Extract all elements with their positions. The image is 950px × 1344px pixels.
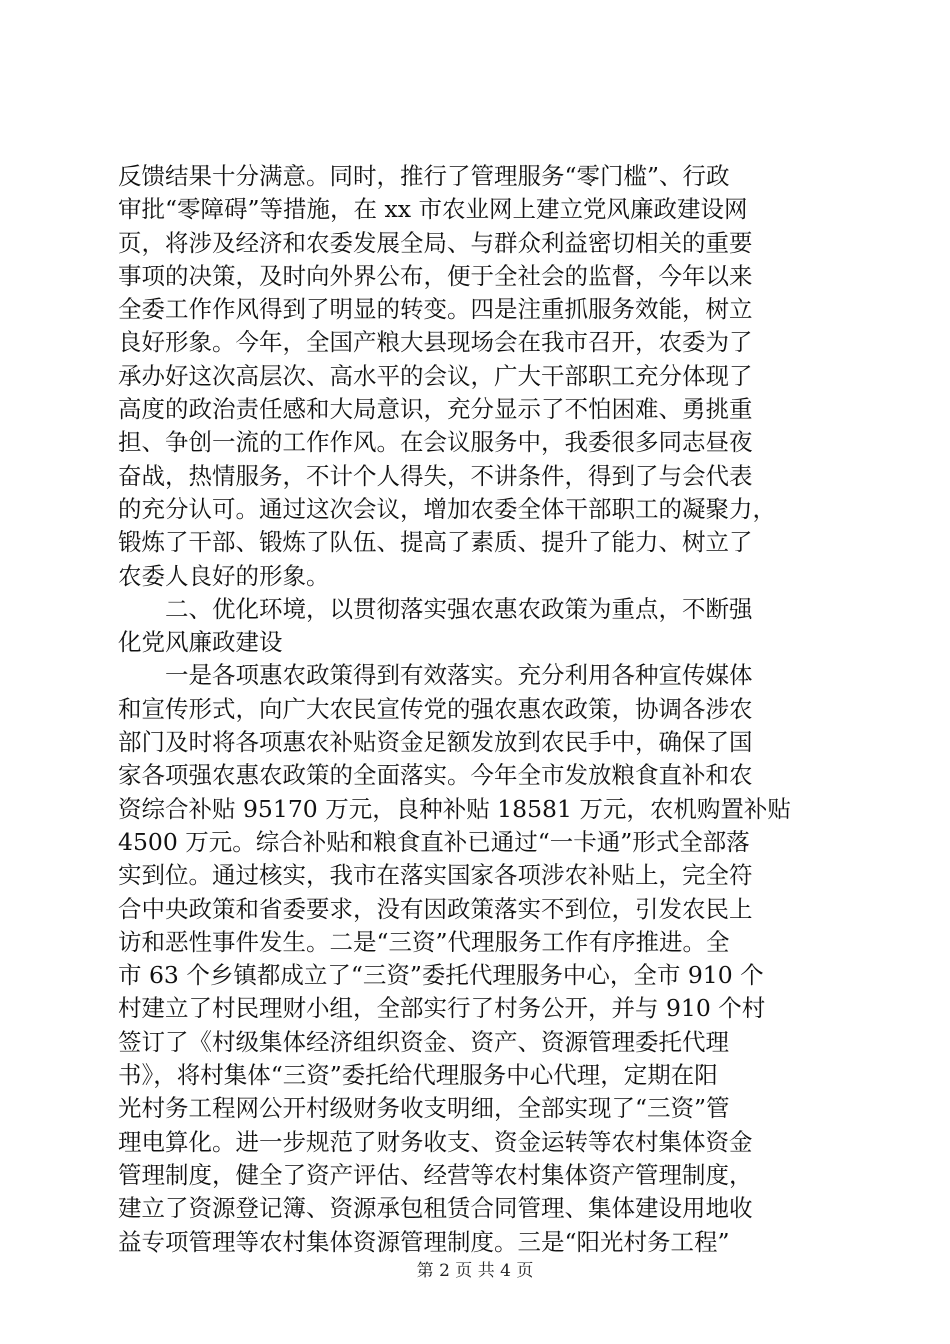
document-body bbox=[118, 160, 838, 1259]
text-line: 反馈结果十分满意。同时，推行了管理服务“零门槛”、行政 bbox=[118, 162, 730, 190]
text-line: 管理制度，健全了资产评估、经营等农村集体资产管理制度， bbox=[118, 1160, 753, 1189]
text-line: 访和恶性事件发生。二是“三资”代理服务工作有序推进。全 bbox=[118, 927, 730, 956]
text-line: 一是各项惠农政策得到有效落实。充分利用各种宣传媒体 bbox=[118, 661, 753, 690]
text-line: 高度的政治责任感和大局意识，充分显示了不怕困难、勇挑重 bbox=[118, 395, 753, 424]
text-line: 实到位。通过核实，我市在落实国家各项涉农补贴上，完全符 bbox=[118, 861, 753, 890]
text-line: 页，将涉及经济和农委发展全局、与群众利益密切相关的重要 bbox=[118, 228, 753, 257]
text-line: 良好形象。今年，全国产粮大县现场会在我市召开，农委为了 bbox=[118, 328, 753, 357]
text-line: 市 63 个乡镇都成立了“三资”委托代理服务中心，全市 910 个 bbox=[118, 961, 764, 990]
text-line: 农委人良好的形象。 bbox=[118, 561, 330, 590]
text-line: 锻炼了干部、锻炼了队伍、提高了素质、提升了能力、树立了 bbox=[118, 528, 753, 557]
text-line: 担、争创一流的工作作风。在会议服务中，我委很多同志昼夜 bbox=[118, 428, 753, 457]
page-number-footer: 第 2 页 共 4 页 bbox=[416, 1261, 534, 1281]
text-line: 资综合补贴 95170 万元，良种补贴 18581 万元，农机购置补贴 bbox=[118, 794, 791, 823]
text-line: 村建立了村民理财小组，全部实行了村务公开，并与 910 个村 bbox=[118, 994, 766, 1023]
text-line: 光村务工程网公开村级财务收支明细，全部实现了“三资”管 bbox=[118, 1094, 730, 1123]
text-line: 建立了资源登记簿、资源承包租赁合同管理、集体建设用地收 bbox=[118, 1194, 753, 1223]
text-line: 和宣传形式，向广大农民宣传党的强农惠农政策，协调各涉农 bbox=[118, 694, 753, 723]
text-line: 奋战，热情服务，不计个人得失，不讲条件，得到了与会代表 bbox=[118, 461, 753, 490]
text-line: 承办好这次高层次、高水平的会议，广大干部职工充分体现了 bbox=[118, 361, 753, 390]
text-line: 审批“零障碍”等措施，在 xx 市农业网上建立党风廉政建设网 bbox=[118, 195, 748, 224]
section-heading-line: 化党风廉政建设 bbox=[118, 628, 283, 657]
section-heading-line: 二、优化环境，以贯彻落实强农惠农政策为重点，不断强 bbox=[118, 594, 753, 623]
text-line: 书》，将村集体“三资”委托给代理服务中心代理，定期在阳 bbox=[118, 1061, 718, 1090]
text-line: 益专项管理等农村集体资源管理制度。三是“阳光村务工程” bbox=[118, 1227, 730, 1256]
text-line: 事项的决策，及时向外界公布，便于全社会的监督，今年以来 bbox=[118, 261, 753, 290]
text-line: 全委工作作风得到了明显的转变。四是注重抓服务效能，树立 bbox=[118, 295, 753, 324]
text-line: 合中央政策和省委要求，没有因政策落实不到位，引发农民上 bbox=[118, 894, 753, 923]
text-line: 家各项强农惠农政策的全面落实。今年全市发放粮食直补和农 bbox=[118, 761, 753, 790]
text-line: 4500 万元。综合补贴和粮食直补已通过“一卡通”形式全部落 bbox=[118, 827, 750, 856]
text-line: 部门及时将各项惠农补贴资金足额发放到农民手中，确保了国 bbox=[118, 728, 753, 757]
text-line: 的充分认可。通过这次会议，增加农委全体干部职工的凝聚力， bbox=[118, 494, 776, 523]
text-line: 理电算化。进一步规范了财务收支、资金运转等农村集体资金 bbox=[118, 1127, 753, 1156]
text-line: 签订了《村级集体经济组织资金、资产、资源管理委托代理 bbox=[118, 1027, 729, 1056]
